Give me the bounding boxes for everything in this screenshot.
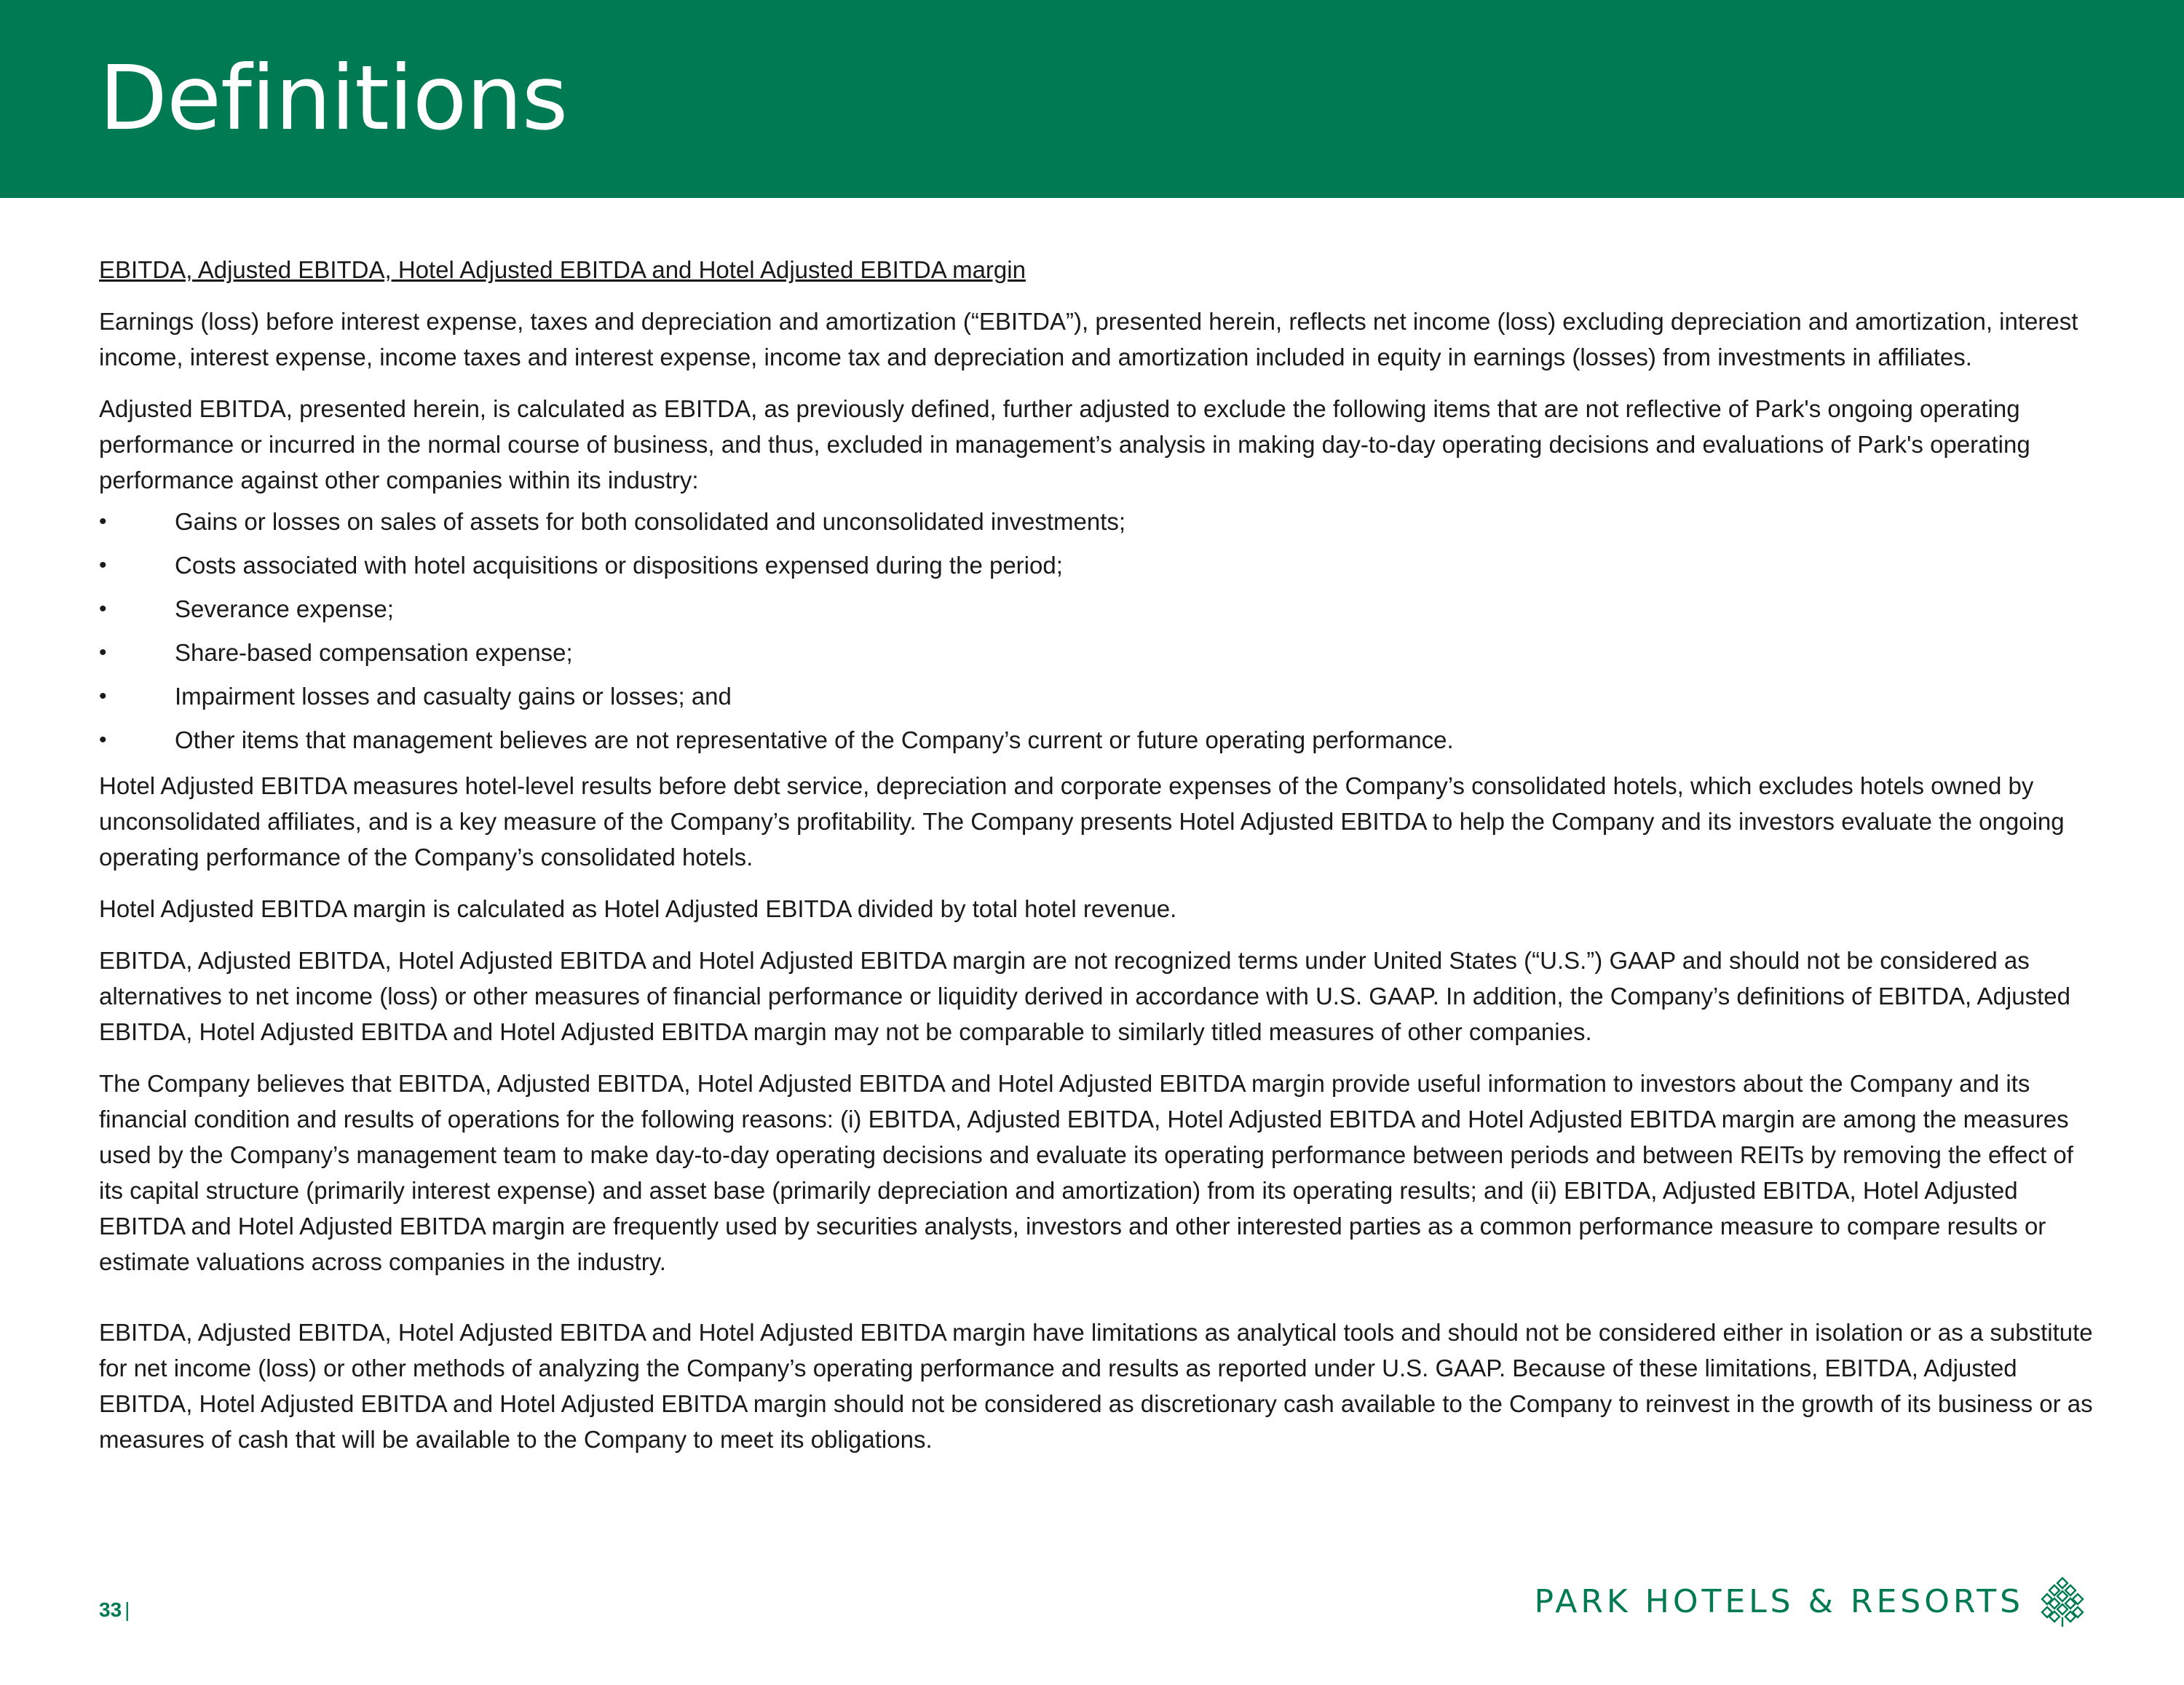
list-item <box>99 678 2094 714</box>
bullet-icon: • <box>99 728 107 752</box>
list-item-text: Impairment losses and casualty gains or losses; and <box>175 683 732 710</box>
bullet-list <box>99 504 2094 758</box>
logo-text: PARK HOTELS & RESORTS <box>1534 1582 2024 1620</box>
paragraph: The Company believes that EBITDA, Adjusted EBITDA, Hotel Adjusted EBITDA and Hotel Adjusted EBITDA margin provide useful information to investors about the Company and its financial condition and results of operations for the following reasons: (i) EBITDA, Adjusted EBITDA, Hotel Adjusted EBITDA and Hotel Adjusted EBITDA margin are among the measures used by the Company’s management team to make day-to-day operating decisions and evaluate its operating performance between periods and between REITs by removing the effect of its capital structure (primarily interest expense) and asset base (primarily depreciation and amortization) from its operating results; and (ii) EBITDA, Adjusted EBITDA, Hotel Adjusted EBITDA and Hotel Adjusted EBITDA margin are frequently used by securities analysts, investors and other interested parties as a common performance measure to compare results or estimate valuations across companies in the industry. <box>99 1070 2073 1275</box>
paragraph: Hotel Adjusted EBITDA measures hotel-level results before debt service, depreciation and corporate expenses of the Company’s consolidated hotels, which excludes hotels owned by unconsolidated affiliates, and is a key measure of the Company’s profitability. The Company presents Hotel Adjusted EBITDA to help the Company and its investors evaluate the ongoing operating performance of the Company’s consolidated hotels. <box>99 772 2065 871</box>
list-item-text: Costs associated with hotel acquisitions or dispositions expensed during the period; <box>175 552 1063 579</box>
definitions-content <box>99 252 2094 1473</box>
list-item-text: Severance expense; <box>175 595 394 622</box>
list-item <box>99 591 2094 627</box>
list-item <box>99 722 2094 758</box>
paragraph: Adjusted EBITDA, presented herein, is calculated as EBITDA, as previously defined, further adjusted to exclude the following items that are not reflective of Park's ongoing operating performance or incurred in the normal course of business, and thus, excluded in management’s analysis in making day-to-day operating decisions and evaluations of Park's operating performance against other companies within its industry: <box>99 395 2030 493</box>
company-logo <box>1535 1572 2085 1630</box>
paragraph: EBITDA, Adjusted EBITDA, Hotel Adjusted EBITDA and Hotel Adjusted EBITDA margin are not recognized terms under United States (“U.S.”) GAAP and should not be considered as alternatives to net income (loss) or other measures of financial performance or liquidity derived in accordance with U.S. GAAP. In addition, the Company’s definitions of EBITDA, Adjusted EBITDA, Hotel Adjusted EBITDA and Hotel Adjusted EBITDA margin may not be comparable to similarly titled measures of other companies. <box>99 947 2070 1045</box>
bullet-icon: • <box>99 597 107 621</box>
header-band <box>0 0 2184 198</box>
bullet-icon: • <box>99 684 107 708</box>
bullet-icon: • <box>99 510 107 534</box>
park-tree-icon <box>2040 1575 2085 1627</box>
bullet-icon: • <box>99 641 107 665</box>
section-title: EBITDA, Adjusted EBITDA, Hotel Adjusted EBITDA and Hotel Adjusted EBITDA margin <box>99 256 1026 283</box>
list-item <box>99 504 2094 539</box>
list-item <box>99 547 2094 583</box>
page-number-value: 33 <box>99 1598 122 1621</box>
list-item-text: Gains or losses on sales of assets for both consolidated and unconsolidated investments; <box>175 508 1126 535</box>
list-item <box>99 635 2094 670</box>
paragraph: Earnings (loss) before interest expense, taxes and depreciation and amortization (“EBITDA”), presented herein, reflects net income (loss) excluding depreciation and amortization, interest income, interest expense, income taxes and interest expense, income tax and depreciation and amortization included in equity in earnings (losses) from investments in affiliates. <box>99 308 2078 370</box>
page-number-separator: | <box>124 1598 130 1621</box>
paragraph: EBITDA, Adjusted EBITDA, Hotel Adjusted EBITDA and Hotel Adjusted EBITDA margin have limitations as analytical tools and should not be considered either in isolation or as a substitute for net income (loss) or other methods of analyzing the Company’s operating performance and results as reported under U.S. GAAP. Because of these limitations, EBITDA, Adjusted EBITDA, Hotel Adjusted EBITDA and Hotel Adjusted EBITDA margin should not be considered as discretionary cash available to the Company to reinvest in the growth of its business or as measures of cash that will be available to the Company to meet its obligations. <box>99 1319 2093 1453</box>
list-item-text: Share-based compensation expense; <box>175 639 573 666</box>
paragraph: Hotel Adjusted EBITDA margin is calculated as Hotel Adjusted EBITDA divided by total hotel revenue. <box>99 895 1177 922</box>
page-title: Definitions <box>99 47 568 150</box>
page-number <box>99 1598 130 1622</box>
bullet-icon: • <box>99 553 107 577</box>
list-item-text: Other items that management believes are not representative of the Company’s current or future operating performance. <box>175 726 1454 753</box>
